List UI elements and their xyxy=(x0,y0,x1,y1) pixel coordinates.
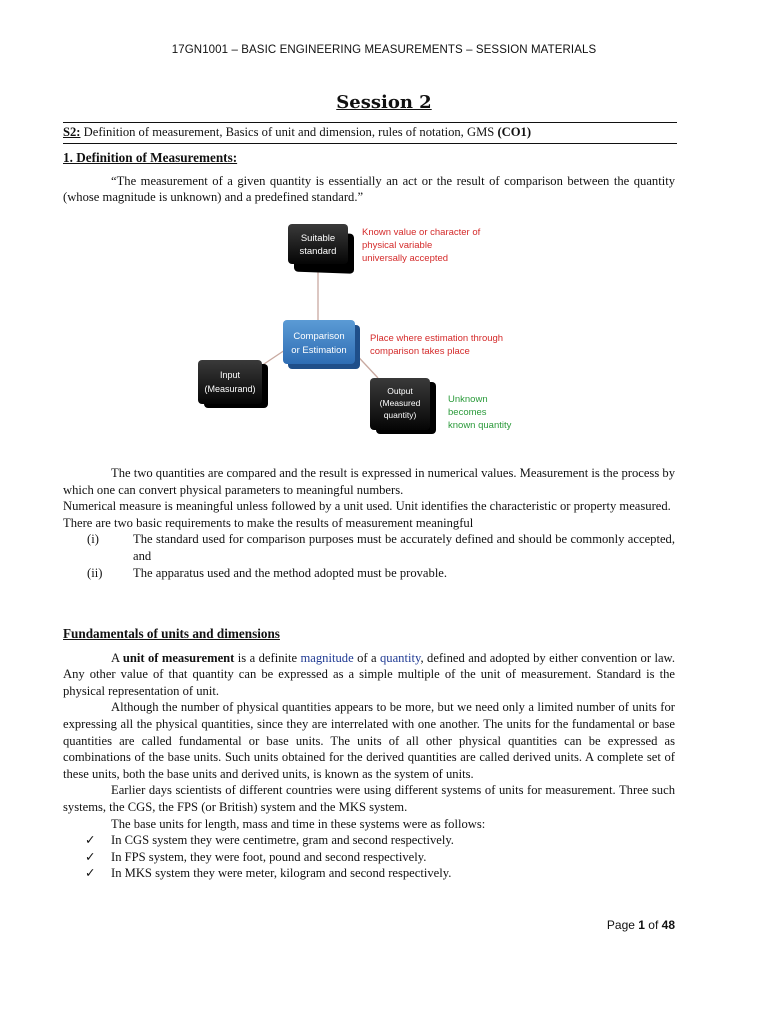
page-title: Session 2 xyxy=(336,92,432,113)
check-text: In FPS system, they were foot, pound and second respectively. xyxy=(111,849,427,864)
input-label-2: (Measurand) xyxy=(204,384,256,394)
input-box xyxy=(198,360,268,408)
text-run: A xyxy=(111,650,123,665)
check-item xyxy=(63,849,675,866)
requirement-item xyxy=(63,565,675,582)
output-box xyxy=(370,378,436,434)
note-line: Unknown xyxy=(448,394,488,405)
comparison-label-1: Comparison xyxy=(293,331,345,342)
output-label-3: quantity) xyxy=(383,410,417,420)
note-line: universally accepted xyxy=(362,253,449,264)
output-label-2: (Measured xyxy=(379,398,421,408)
check-text: In MKS system they were meter, kilogram and second respectively. xyxy=(111,866,452,881)
note-line: Place where estimation through xyxy=(370,333,504,344)
check-item xyxy=(63,832,675,849)
session-topics: Definition of measurement, Basics of unit and dimension, rules of notation, GMS xyxy=(80,125,498,139)
requirement-text: The standard used for comparison purposes must be accurately defined and should be commonly accepted, and xyxy=(133,532,675,563)
checkmark-icon: ✓ xyxy=(85,849,96,864)
input-label-1: Input xyxy=(219,370,241,380)
text-run: Page xyxy=(606,918,639,932)
requirement-item xyxy=(63,531,675,564)
requirement-number: (ii) xyxy=(87,565,103,580)
course-outcome: (CO1) xyxy=(497,125,532,139)
magnitude-link[interactable]: magnitude xyxy=(300,650,354,665)
quantity-link[interactable]: quantity xyxy=(380,650,421,665)
requirement-text: The apparatus used and the method adopted must be provable. xyxy=(133,565,448,580)
measurement-diagram xyxy=(190,218,530,440)
current-page: 1 xyxy=(638,918,645,932)
total-pages: 48 xyxy=(661,918,675,932)
session-label: S2: xyxy=(63,125,81,139)
text-run: is a definite xyxy=(234,650,301,665)
paragraph: Earlier days scientists of different countries were using different systems of units for measurement. Three such systems, the CGS, the FPS (or British) system and the MKS system. xyxy=(63,783,675,814)
known-value-note xyxy=(362,227,481,264)
running-header: 17GN1001 – BASIC ENGINEERING MEASUREMENTS – SESSION MATERIALS xyxy=(171,44,597,56)
section-heading: 1. Definition of Measurements: xyxy=(63,150,238,165)
check-item xyxy=(63,865,675,882)
comparison-box xyxy=(283,320,360,369)
section-heading: Fundamentals of units and dimensions xyxy=(63,626,280,641)
note-line: known quantity xyxy=(448,420,512,431)
suitable-standard-box xyxy=(288,224,354,274)
comparison-label-2: or Estimation xyxy=(291,345,347,356)
section-definition xyxy=(63,150,675,206)
estimation-note xyxy=(370,333,503,357)
paragraph: Although the number of physical quantities appears to be more, but we need only a limited number of units for expressing all the physical quantities, since they are interrelated with one another. The units for the fundamental or base quantities are called fundamental or base units. The units of all other physical quantities can be expressed as combinations of the base units. Such units obtained for the derived quantities are called derived units. A complete set of these units, both the base units and derived units, is known as the system of units. xyxy=(63,700,675,781)
paragraph: There are two basic requirements to make the results of measurement meaningful xyxy=(63,515,474,530)
suitable-label-1: Suitable xyxy=(300,233,336,244)
text-run: of a xyxy=(353,650,380,665)
unknown-note xyxy=(448,394,512,431)
checkmark-icon: ✓ xyxy=(85,866,96,881)
note-line: physical variable xyxy=(362,240,433,251)
section-units xyxy=(63,626,675,882)
session-summary xyxy=(63,122,677,144)
paragraph: Numerical measure is meaningful unless followed by a unit used. Unit identifies the characteristic or property measured. xyxy=(63,499,671,514)
note-line: Known value or character of xyxy=(362,227,481,238)
check-text: In CGS system they were centimetre, gram and second respectively. xyxy=(111,833,454,848)
term-unit-of-measurement: unit of measurement xyxy=(122,650,235,665)
paragraph: The two quantities are compared and the result is expressed in numerical values. Measurement is the process by which one can convert physical parameters to meaningful numbers. xyxy=(63,466,675,497)
measurement-text xyxy=(63,465,675,581)
definition-quote: “The measurement of a given quantity is essentially an act or the result of comparison between the quantity (whose magnitude is unknown) and a predefined standard.” xyxy=(63,173,675,205)
page-number xyxy=(607,918,675,932)
paragraph: The base units for length, mass and time in these systems were as follows: xyxy=(111,816,486,831)
suitable-label-2: standard xyxy=(299,246,337,257)
checkmark-icon: ✓ xyxy=(85,833,96,848)
requirement-number: (i) xyxy=(87,532,99,547)
output-label-1: Output xyxy=(387,386,413,396)
text-run: , defined and adopted by either convention or law. Any other value of that quantity can be expressed as a simple multiple of the unit of measurement. Standard is the physical representation of unit. xyxy=(63,650,675,698)
note-line: comparison takes place xyxy=(370,346,470,357)
paragraph xyxy=(63,650,675,700)
text-run: of xyxy=(644,918,662,932)
note-line: becomes xyxy=(448,407,487,418)
